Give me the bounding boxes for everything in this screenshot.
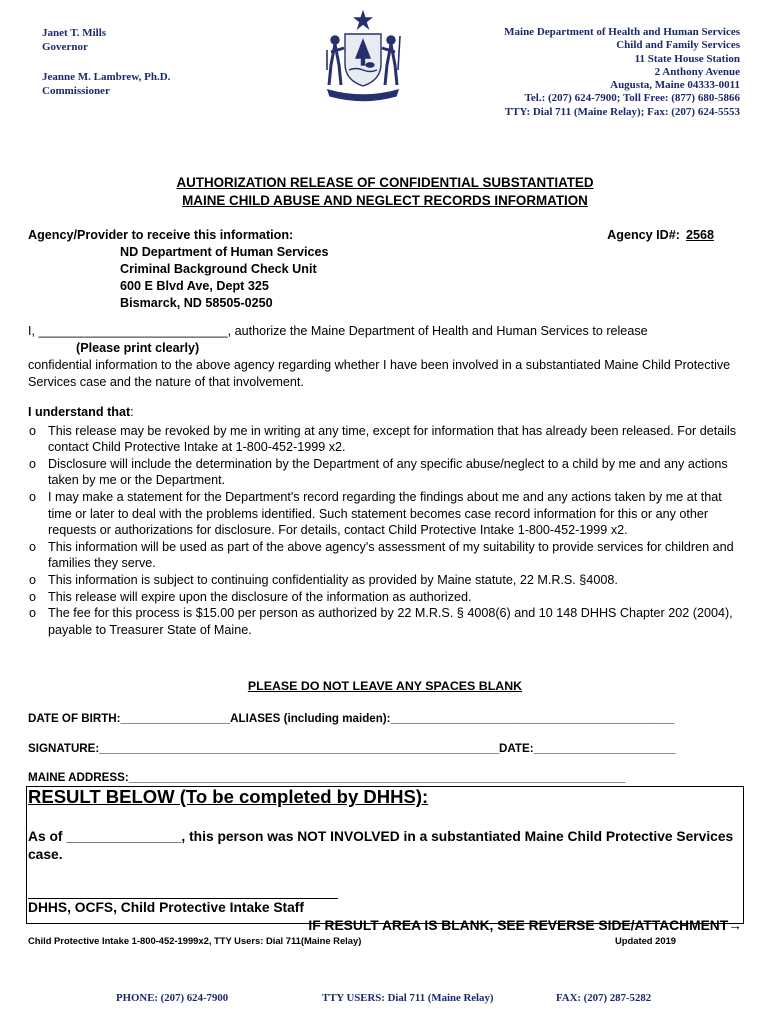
bullet-icon: o	[29, 539, 37, 554]
bullet-icon: o	[29, 489, 37, 504]
list-item	[28, 423, 740, 456]
staff-label: DHHS, OCFS, Child Protective Intake Staff	[28, 900, 304, 915]
dept-line: Child and Family Services	[616, 39, 740, 52]
attachment-note: IF RESULT AREA IS BLANK, SEE REVERSE SIDE/ATTACHMENT→	[308, 918, 742, 933]
bullet-icon: o	[29, 423, 37, 438]
authorization-name-line[interactable]: I, ___________________________, authorize the Maine Department of Health and Human Services to release	[28, 324, 648, 338]
list-item	[28, 456, 740, 489]
header-officials	[42, 26, 170, 98]
understanding-list	[28, 423, 740, 639]
list-item	[28, 605, 740, 638]
dept-line: Maine Department of Health and Human Services	[504, 26, 740, 38]
dept-line: 2 Anthony Avenue	[654, 65, 740, 78]
list-item-text: This release may be revoked by me in writing at any time, except for information that has already been released. For details contact Child Protective Intake at 1-800-452-1999 x2.	[48, 423, 737, 455]
list-item-text: The fee for this process is $15.00 per person as authorized by 22 M.R.S. § 4008(6) and 10 148 DHHS Chapter 202 (2004), payable to Treasurer State of Maine.	[48, 606, 733, 637]
list-item	[28, 589, 740, 606]
commissioner-name: Jeanne M. Lambrew, Ph.D.	[42, 71, 171, 83]
agency-address-line: ND Department of Human Services	[120, 245, 329, 259]
list-item-text: This information will be used as part of the above agency's assessment of my suitability to provide services for children and families they serve.	[48, 539, 734, 571]
agency-label: Agency/Provider to receive this information:	[28, 228, 294, 242]
authorization-text: confidential information to the above agency regarding whether I have been involved in a substantiated Maine Child Protective Services case and the nature of that involvement.	[28, 358, 731, 389]
maine-state-seal-icon	[320, 10, 406, 102]
list-item-text: This information is subject to continuing confidentiality as provided by Maine statute, 22 M.R.S. §4008.	[48, 572, 618, 587]
agency-address	[120, 244, 748, 312]
governor-name: Janet T. Mills	[42, 27, 107, 39]
agency-id-label: Agency ID#:	[607, 228, 680, 242]
bullet-icon: o	[29, 572, 37, 587]
aliases-field[interactable]: ALIASES (including maiden):____________________________________________	[230, 712, 675, 725]
dept-line: TTY: Dial 711 (Maine Relay); Fax: (207) 624-5553	[504, 105, 740, 118]
bullet-icon: o	[29, 456, 37, 471]
date-field[interactable]: DATE:______________________	[499, 742, 676, 755]
footer-phone: PHONE: (207) 624-7900	[116, 992, 229, 1004]
understand-colon: :	[130, 405, 134, 419]
agency-address-line: Criminal Background Check Unit	[120, 262, 317, 276]
staff-signature-line[interactable]	[28, 898, 338, 899]
footer-fax: FAX: (207) 287-5282	[556, 992, 652, 1004]
print-clearly-hint: (Please print clearly)	[76, 341, 200, 355]
header-department-address	[504, 26, 740, 119]
agency-id-value: 2568	[685, 228, 714, 242]
bullet-icon: o	[29, 589, 37, 604]
no-blank-spaces-notice: PLEASE DO NOT LEAVE ANY SPACES BLANK	[247, 679, 523, 693]
bullet-icon: o	[29, 606, 37, 621]
dept-line: Augusta, Maine 04333-0011	[610, 79, 740, 92]
dept-line: Tel.: (207) 624-7900; Toll Free: (877) 680-5866	[524, 92, 740, 105]
commissioner-title: Commissioner	[42, 85, 110, 97]
list-item	[28, 489, 740, 539]
agency-id	[607, 227, 714, 244]
authorization-statement	[28, 323, 743, 391]
result-statement[interactable]: As of _______________, this person was NOT INVOLVED in a substantiated Maine Child Protective Services case.	[28, 829, 734, 862]
list-item	[28, 539, 740, 572]
maine-address-field[interactable]: MAINE ADDRESS:_____________________________________________________________________________	[28, 771, 626, 784]
dob-field[interactable]: DATE OF BIRTH:_________________	[28, 712, 231, 725]
signature-field[interactable]: SIGNATURE:______________________________________________________________	[28, 742, 500, 755]
list-item-text: This release will expire upon the disclosure of the information as authorized.	[48, 589, 472, 604]
title-line-1: AUTHORIZATION RELEASE OF CONFIDENTIAL SUBSTANTIATED	[176, 175, 594, 190]
dept-line: 11 State House Station	[634, 52, 740, 65]
governor-title: Governor	[42, 41, 88, 53]
agency-address-line: 600 E Blvd Ave, Dept 325	[120, 279, 269, 293]
intake-contact-note: Child Protective Intake 1-800-452-1999x2, TTY Users: Dial 711(Maine Relay)	[28, 935, 362, 946]
footer-tty: TTY USERS: Dial 711 (Maine Relay)	[322, 992, 494, 1004]
list-item-text: Disclosure will include the determination by the Department of any specific abuse/neglect to a child by me and any actions taken by me or the Department.	[48, 456, 728, 488]
signature-date-row	[28, 742, 675, 755]
list-item	[28, 572, 740, 589]
understanding-section	[28, 404, 740, 638]
title-line-2: MAINE CHILD ABUSE AND NEGLECT RECORDS INFORMATION	[182, 193, 588, 208]
understand-label: I understand that	[28, 405, 131, 419]
agency-section	[28, 227, 748, 312]
document-title	[0, 174, 770, 210]
agency-address-line: Bismarck, ND 58505-0250	[120, 296, 273, 310]
updated-note: Updated 2019	[615, 935, 676, 946]
dob-aliases-row	[28, 712, 674, 725]
list-item-text: I may make a statement for the Department's record regarding the findings about me and any actions taken by me at that time or later to deal with the problems identified. Such statement becomes case record information for this or any other requests or authorizations for disclosure. For details, contact Child Protective Intake 1-800-452-1999 x2.	[48, 489, 722, 538]
result-heading: RESULT BELOW (To be completed by DHHS):	[28, 786, 429, 807]
